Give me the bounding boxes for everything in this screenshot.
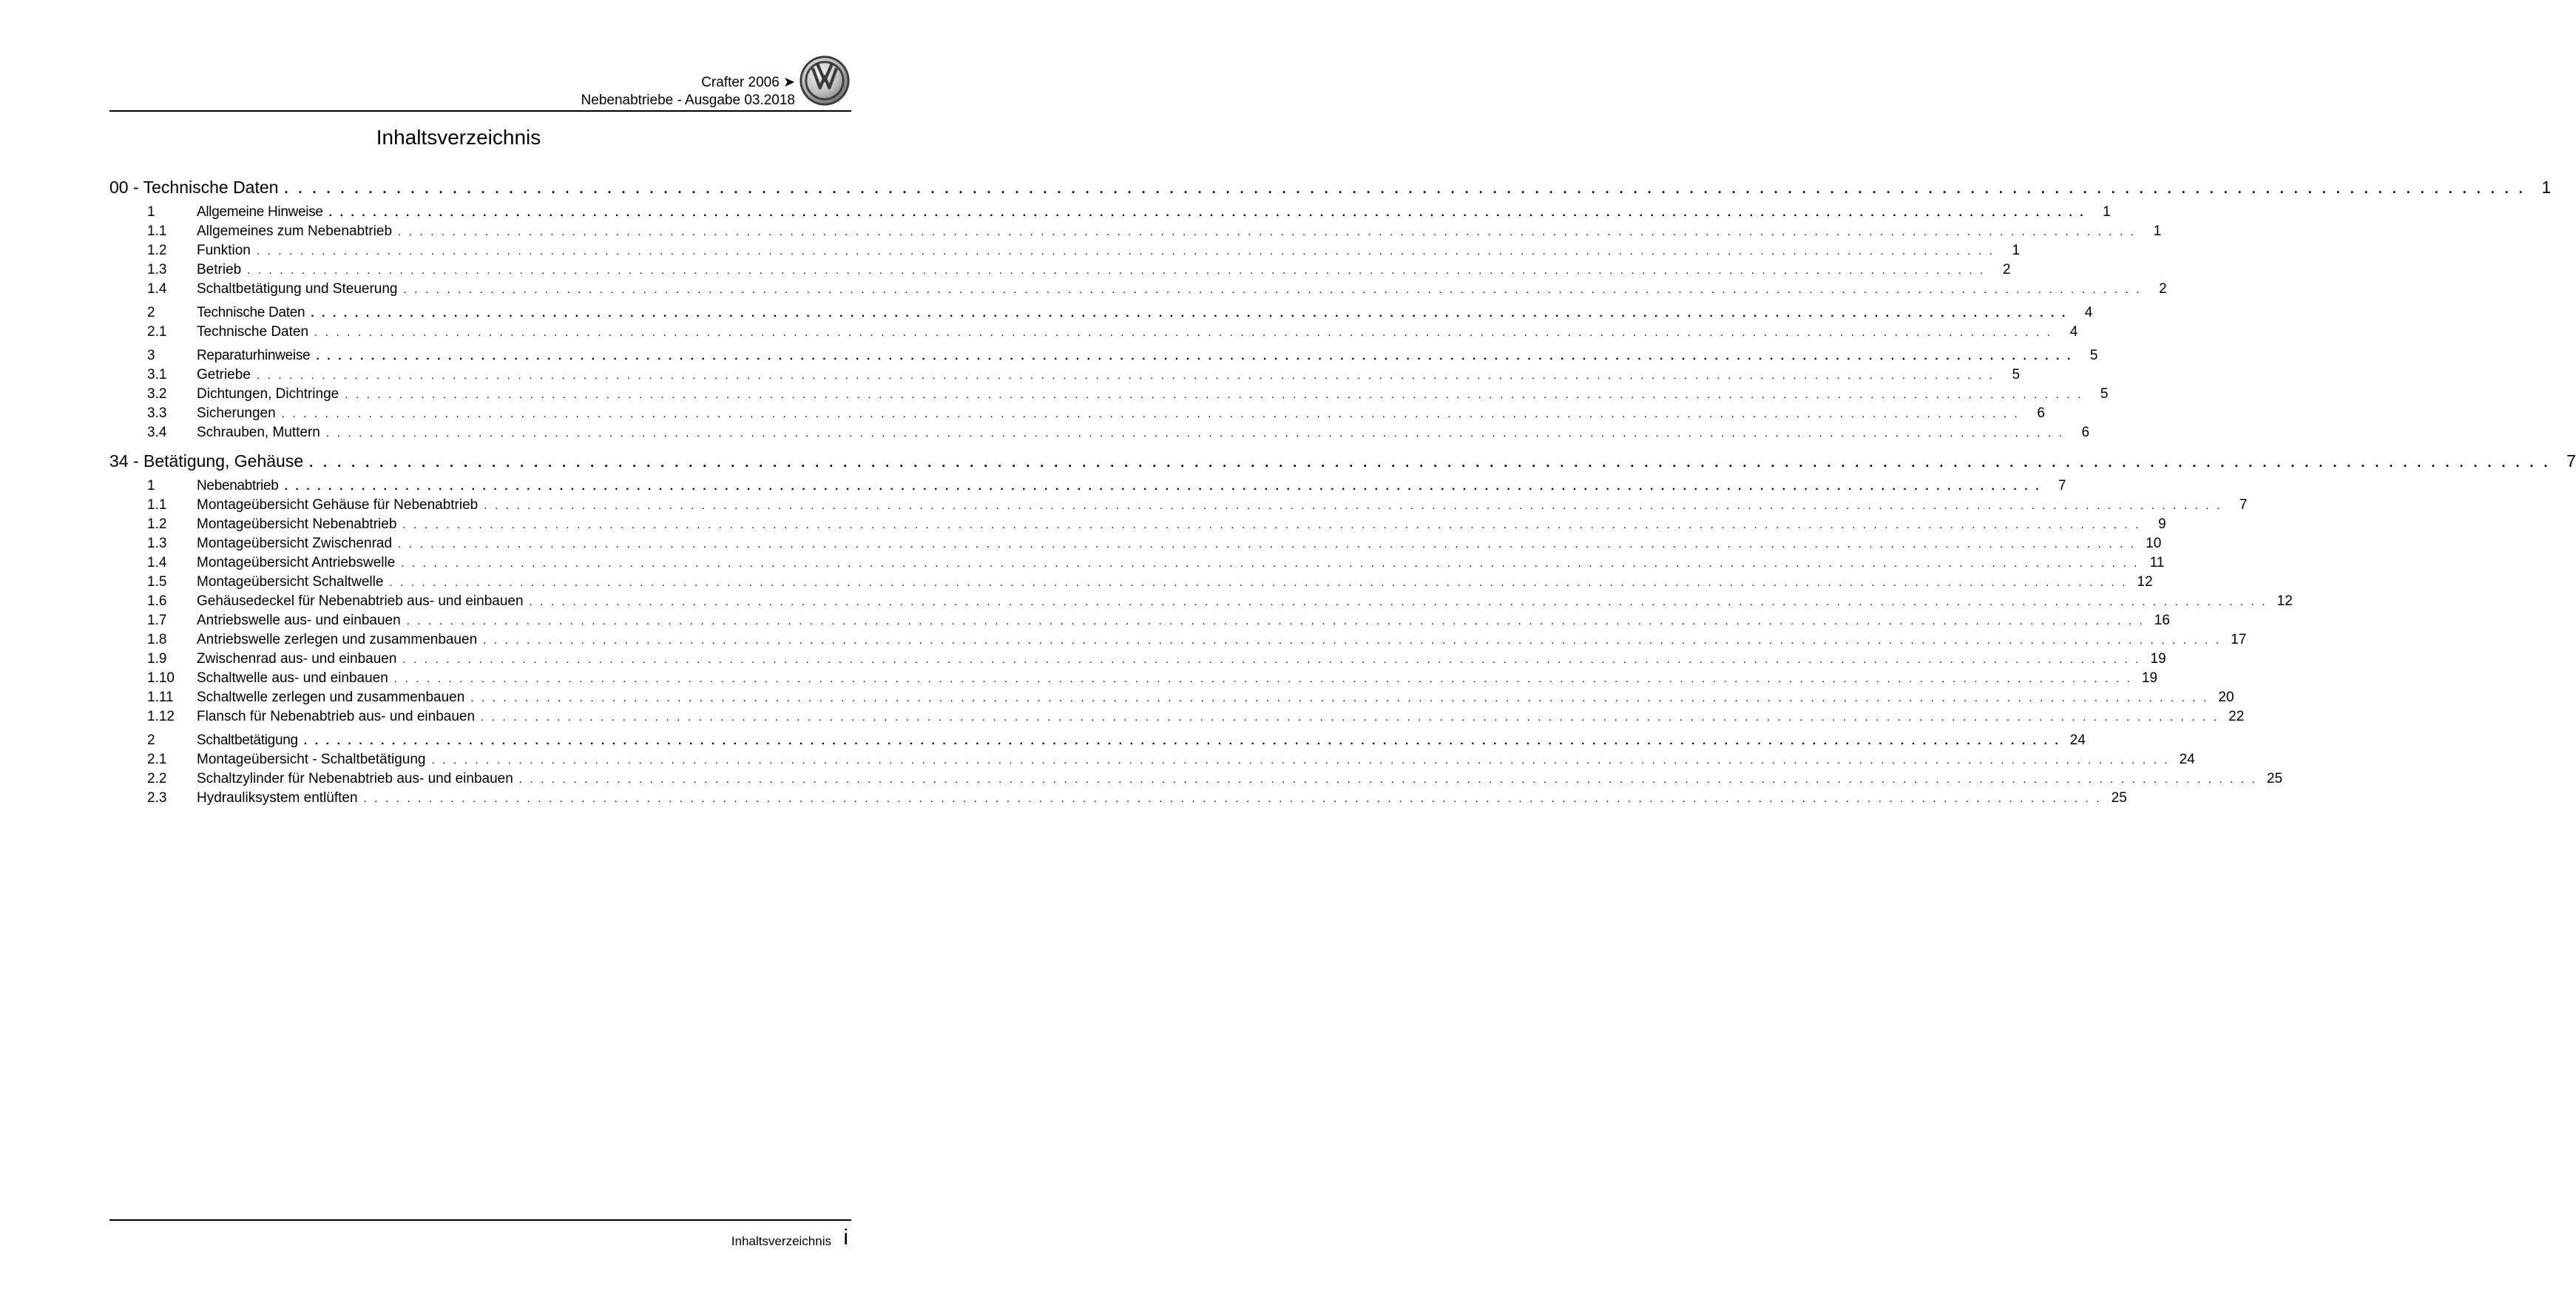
entry-page: 5 (2012, 367, 2021, 383)
entry-title: Schaltzylinder für Nebenabtrieb aus- und einbauen (197, 771, 513, 786)
table-of-contents (109, 178, 2576, 809)
leader-dots: . . . . . . . . . . . . . . . . . . . . . . . . . . . . . . . . . . . . . . . . . . . . . . . . . . . . . . . . . . . . . . . . . . . . . . . . . . . . . . . . . . . . . . . . . . . . . . . . . . . . . . . . . . . . . . . . . . . . . . . . . . . . . . . . . . . . . . . . . . . . . . . . . . . . . . . . . . . . . . . . (281, 408, 2020, 420)
chapter-title: 34 - Betätigung, Gehäuse (109, 451, 304, 471)
leader-dots: . . . . . . . . . . . . . . . . . . . . . . . . . . . . . . . . . . . . . . . . . . . . . . . . . . . . . . . . . . . . . . . . . . . . . . . . . . . . . . . . . . . . . . . . . . . . . . . . . . . . . . . . . . . . . . . . . . . . . . . . . . . . . . . . . . . . . . . . . . . . . . . . . . . . . . . . . . . . . . . . (402, 519, 2141, 531)
leader-dots: . . . . . . . . . . . . . . . . . . . . . . . . . . . . . . . . . . . . . . . . . . . . . . . . . . . . . . . . . . . . . . . . . . . . . . . . . . . . . . . . . . . . . . . . . . . . . . . . . . . . . . . . . . . . . . . . . . . . . . . . . . . . . . . . . . . . . . . . . . . . . . . . . . . . . . . . . . . . . . . . (314, 326, 2053, 339)
leader-dots: . . . . . . . . . . . . . . . . . . . . . . . . . . . . . . . . . . . . . . . . . . . . . . . . . . . . . . . . . . . . . . . . . . . . . . . . . . . . . . . . . . . . . . . . . . . . . . . . . . . . . . . . . . . . . . . . . . . . . . . . . . . . . . . . . . . . . . . . . . . . . . . . . . . . . . . . . . . . . . . . (529, 596, 2268, 608)
entry-page: 24 (2069, 732, 2086, 748)
toc-entry[interactable] (109, 386, 2109, 405)
entry-page: 4 (2084, 305, 2093, 320)
entry-title: Technische Daten (197, 324, 309, 340)
toc-entry[interactable] (109, 262, 2011, 281)
toc-entry[interactable] (109, 790, 2127, 809)
entry-number: 2.2 (147, 771, 167, 786)
entry-number: 1.7 (147, 613, 167, 628)
leader-dots: . . . . . . . . . . . . . . . . . . . . . . . . . . . . . . . . . . . . . . . . . . . . . . . . . . . . . . . . . . . . . . . . . . . . . . . . . . . . . . . . . . . . . . . . . . . . . . . . . . . . . . . . . . . . . . . . . . . . . . . . . . . . . . . . . . . . . . . . . . . . . . . . . . . . . . . . . . . . . . . . (401, 557, 2140, 570)
toc-section[interactable] (109, 305, 2093, 324)
entry-title: Hydrauliksystem entlüften (197, 790, 358, 806)
toc-section[interactable] (109, 348, 2098, 367)
leader-dots: . . . . . . . . . . . . . . . . . . . . . . . . . . . . . . . . . . . . . . . . . . . . . . . . . . . . . . . . . . . . . . . . . . . . . . . . . . . . . . . . . . . . . . . . . . . . . . . . . . . . . . . . . . . . . . . . . . . . . . . . . . . . . . . . . . . . . . . . . . . . . . . . . . . . . . . . . . . . . . . . (284, 181, 2526, 196)
leader-dots: . . . . . . . . . . . . . . . . . . . . . . . . . . . . . . . . . . . . . . . . . . . . . . . . . . . . . . . . . . . . . . . . . . . . . . . . . . . . . . . . . . . . . . . . . . . . . . . . . . . . . . . . . . . . . . . . . . . . . . . . . . . . . . . . . . . . . . . . . . . . . . . . . . . . . . . . . . . . . . . . (402, 653, 2141, 666)
entry-page: 1 (2012, 243, 2021, 258)
header-model: Crafter 2006 ➤ (701, 75, 795, 90)
entry-page: 19 (2141, 670, 2158, 686)
entry-page: 6 (2081, 425, 2090, 440)
leader-dots: . . . . . . . . . . . . . . . . . . . . . . . . . . . . . . . . . . . . . . . . . . . . . . . . . . . . . . . . . . . . . . . . . . . . . . . . . . . . . . . . . . . . . . . . . . . . . . . . . . . . . . . . . . . . . . . . . . . . . . . . . . . . . . . . . . . . . . . . . . . . . . . . . . . . . . . . . . . . . . . . (325, 427, 2065, 439)
entry-page: 17 (2231, 632, 2247, 647)
toc-section[interactable] (109, 732, 2086, 752)
entry-number: 1.6 (147, 593, 167, 609)
entry-page: 25 (2266, 771, 2283, 786)
chapter-title: 00 - Technische Daten (109, 178, 279, 197)
leader-dots: . . . . . . . . . . . . . . . . . . . . . . . . . . . . . . . . . . . . . . . . . . . . . . . . . . . . . . . . . . . . . . . . . . . . . . . . . . . . . . . . . . . . . . . . . . . . . . . . . . . . . . . . . . . . . . . . . . . . . . . . . . . . . . . . . . . . . . . . . . . . . . . . . . . . . . . . . . . . . . . . (316, 350, 2073, 363)
entry-page: 25 (2111, 790, 2127, 806)
entry-title: Schaltbetätigung (197, 732, 298, 748)
entry-page: 22 (2228, 709, 2245, 724)
entry-page: 2 (2159, 281, 2167, 297)
leader-dots: . . . . . . . . . . . . . . . . . . . . . . . . . . . . . . . . . . . . . . . . . . . . . . . . . . . . . . . . . . . . . . . . . . . . . . . . . . . . . . . . . . . . . . . . . . . . . . . . . . . . . . . . . . . . . . . . . . . . . . . . . . . . . . . . . . . . . . . . . . . . . . . . . . . . . . . . . . . . . . . . (303, 735, 2061, 747)
entry-page: 1 (2103, 204, 2111, 220)
entry-title: Montageübersicht - Schaltbetätigung (197, 752, 426, 767)
entry-number: 3.3 (147, 405, 167, 421)
entry-number: 3 (147, 348, 155, 363)
toc-entry[interactable] (109, 690, 2234, 709)
entry-title: Nebenabtrieb (197, 478, 279, 493)
entry-number: 1.8 (147, 632, 167, 647)
entry-number: 2 (147, 305, 155, 320)
footer-rule (109, 1219, 851, 1221)
entry-number: 1.2 (147, 516, 167, 532)
entry-number: 2 (147, 732, 155, 748)
entry-title: Technische Daten (197, 305, 305, 320)
toc-entry[interactable] (109, 367, 2021, 386)
toc-entry[interactable] (109, 223, 2162, 243)
toc-chapter[interactable] (109, 178, 2552, 204)
toc-entry[interactable] (109, 536, 2162, 555)
entry-title: Schaltwelle aus- und einbauen (197, 670, 388, 686)
entry-page: 7 (2239, 497, 2248, 513)
leader-dots: . . . . . . . . . . . . . . . . . . . . . . . . . . . . . . . . . . . . . . . . . . . . . . . . . . . . . . . . . . . . . . . . . . . . . . . . . . . . . . . . . . . . . . . . . . . . . . . . . . . . . . . . . . . . . . . . . . . . . . . . . . . . . . . . . . . . . . . . . . . . . . . . . . . . . . . . . . . . . . . . (309, 455, 2551, 470)
toc-entry[interactable] (109, 613, 2170, 632)
entry-page: 20 (2218, 690, 2234, 705)
entry-page: 19 (2150, 651, 2166, 667)
entry-number: 1.12 (147, 709, 175, 724)
entry-number: 1.1 (147, 223, 167, 239)
entry-title: Allgemeines zum Nebenabtrieb (197, 223, 393, 239)
entry-title: Zwischenrad aus- und einbauen (197, 651, 397, 667)
entry-page: 1 (2153, 223, 2162, 239)
entry-title: Montageübersicht Antriebswelle (197, 555, 396, 570)
entry-page: 12 (2276, 593, 2293, 609)
leader-dots: . . . . . . . . . . . . . . . . . . . . . . . . . . . . . . . . . . . . . . . . . . . . . . . . . . . . . . . . . . . . . . . . . . . . . . . . . . . . . . . . . . . . . . . . . . . . . . . . . . . . . . . . . . . . . . . . . . . . . . . . . . . . . . . . . . . . . . . . . . . . . . . . . . . . . . . . . . . . . . . . (484, 499, 2222, 512)
toc-entry[interactable] (109, 670, 2158, 690)
entry-page: 6 (2037, 405, 2045, 421)
entry-page: 9 (2158, 516, 2166, 532)
leader-dots: . . . . . . . . . . . . . . . . . . . . . . . . . . . . . . . . . . . . . . . . . . . . . . . . . . . . . . . . . . . . . . . . . . . . . . . . . . . . . . . . . . . . . . . . . . . . . . . . . . . . . . . . . . . . . . . . . . . . . . . . . . . . . . . . . . . . . . . . . . . . . . . . . . . . . . . . . . . . . . . . (256, 369, 1995, 382)
toc-entry[interactable] (109, 324, 2078, 343)
toc-chapter[interactable] (109, 451, 2576, 478)
entry-page: 2 (2002, 262, 2011, 277)
entry-number: 1.3 (147, 262, 167, 277)
toc-entry[interactable] (109, 243, 2021, 262)
toc-entry[interactable] (109, 574, 2153, 593)
entry-number: 1.5 (147, 574, 167, 590)
leader-dots: . . . . . . . . . . . . . . . . . . . . . . . . . . . . . . . . . . . . . . . . . . . . . . . . . . . . . . . . . . . . . . . . . . . . . . . . . . . . . . . . . . . . . . . . . . . . . . . . . . . . . . . . . . . . . . . . . . . . . . . . . . . . . . . . . . . . . . . . . . . . . . . . . . . . . . . . . . . . . . . . (256, 245, 1995, 257)
entry-number: 1.4 (147, 555, 167, 570)
toc-entry[interactable] (109, 555, 2165, 574)
entry-page: 16 (2154, 613, 2170, 628)
entry-title: Montageübersicht Gehäuse für Nebenabtrieb (197, 497, 479, 513)
entry-number: 1.11 (147, 690, 174, 705)
toc-entry[interactable] (109, 497, 2248, 516)
entry-title: Gehäusedeckel für Nebenabtrieb aus- und einbauen (197, 593, 524, 609)
leader-dots: . . . . . . . . . . . . . . . . . . . . . . . . . . . . . . . . . . . . . . . . . . . . . . . . . . . . . . . . . . . . . . . . . . . . . . . . . . . . . . . . . . . . . . . . . . . . . . . . . . . . . . . . . . . . . . . . . . . . . . . . . . . . . . . . . . . . . . . . . . . . . . . . . . . . . . . . . . . . . . . . (470, 692, 2209, 704)
leader-dots: . . . . . . . . . . . . . . . . . . . . . . . . . . . . . . . . . . . . . . . . . . . . . . . . . . . . . . . . . . . . . . . . . . . . . . . . . . . . . . . . . . . . . . . . . . . . . . . . . . . . . . . . . . . . . . . . . . . . . . . . . . . . . . . . . . . . . . . . . . . . . . . . . . . . . . . . . . . . . . . . (345, 388, 2083, 401)
entry-title: Montageübersicht Nebenabtrieb (197, 516, 397, 532)
vw-logo-icon (799, 55, 851, 107)
entry-title: Reparaturhinweise (197, 348, 311, 363)
toc-entry[interactable] (109, 771, 2283, 790)
toc-entry[interactable] (109, 425, 2090, 444)
entry-title: Montageübersicht Zwischenrad (197, 536, 393, 551)
toc-entry[interactable] (109, 632, 2247, 651)
leader-dots: . . . . . . . . . . . . . . . . . . . . . . . . . . . . . . . . . . . . . . . . . . . . . . . . . . . . . . . . . . . . . . . . . . . . . . . . . . . . . . . . . . . . . . . . . . . . . . . . . . . . . . . . . . . . . . . . . . . . . . . . . . . . . . . . . . . . . . . . . . . . . . . . . . . . . . . . . . . . . . . . (328, 206, 2086, 219)
entry-number: 3.4 (147, 425, 167, 440)
entry-page: 5 (2089, 348, 2098, 363)
page-header (581, 74, 795, 110)
chapter-page: 1 (2541, 178, 2552, 197)
entry-number: 1 (147, 478, 155, 493)
footer-page-number: i (843, 1225, 848, 1250)
entry-page: 12 (2137, 574, 2153, 590)
entry-title: Funktion (197, 243, 251, 258)
toc-entry[interactable] (109, 593, 2293, 613)
entry-page: 11 (2149, 555, 2165, 570)
entry-number: 3.2 (147, 386, 167, 402)
toc-entry[interactable] (109, 516, 2166, 536)
leader-dots: . . . . . . . . . . . . . . . . . . . . . . . . . . . . . . . . . . . . . . . . . . . . . . . . . . . . . . . . . . . . . . . . . . . . . . . . . . . . . . . . . . . . . . . . . . . . . . . . . . . . . . . . . . . . . . . . . . . . . . . . . . . . . . . . . . . . . . . . . . . . . . . . . . . . . . . . . . . . . . . . (311, 307, 2068, 320)
chapter-gap (109, 444, 851, 451)
entry-number: 1.4 (147, 281, 167, 297)
header-edition: Nebenabtriebe - Ausgabe 03.2018 (581, 92, 795, 108)
page-title: Inhaltsverzeichnis (376, 126, 541, 149)
entry-number: 1.2 (147, 243, 167, 258)
leader-dots: . . . . . . . . . . . . . . . . . . . . . . . . . . . . . . . . . . . . . . . . . . . . . . . . . . . . . . . . . . . . . . . . . . . . . . . . . . . . . . . . . . . . . . . . . . . . . . . . . . . . . . . . . . . . . . . . . . . . . . . . . . . . . . . . . . . . . . . . . . . . . . . . . . . . . . . . . . . . . . . . (403, 283, 2142, 296)
toc-entry[interactable] (109, 752, 2195, 771)
toc-entry[interactable] (109, 405, 2045, 425)
leader-dots: . . . . . . . . . . . . . . . . . . . . . . . . . . . . . . . . . . . . . . . . . . . . . . . . . . . . . . . . . . . . . . . . . . . . . . . . . . . . . . . . . . . . . . . . . . . . . . . . . . . . . . . . . . . . . . . . . . . . . . . . . . . . . . . . . . . . . . . . . . . . . . . . . . . . . . . . . . . . . . . . (406, 615, 2145, 627)
toc-section[interactable] (109, 204, 2111, 223)
entry-title: Flansch für Nebenabtrieb aus- und einbauen (197, 709, 476, 724)
leader-dots: . . . . . . . . . . . . . . . . . . . . . . . . . . . . . . . . . . . . . . . . . . . . . . . . . . . . . . . . . . . . . . . . . . . . . . . . . . . . . . . . . . . . . . . . . . . . . . . . . . . . . . . . . . . . . . . . . . . . . . . . . . . . . . . . . . . . . . . . . . . . . . . . . . . . . . . . . . . . . . . . (483, 634, 2222, 647)
entry-number: 1.1 (147, 497, 167, 513)
header-rule (109, 110, 851, 112)
entry-number: 2.1 (147, 324, 167, 340)
toc-entry[interactable] (109, 651, 2166, 670)
entry-number: 1.9 (147, 651, 167, 667)
entry-title: Antriebswelle aus- und einbauen (197, 613, 401, 628)
entry-number: 2.3 (147, 790, 167, 806)
leader-dots: . . . . . . . . . . . . . . . . . . . . . . . . . . . . . . . . . . . . . . . . . . . . . . . . . . . . . . . . . . . . . . . . . . . . . . . . . . . . . . . . . . . . . . . . . . . . . . . . . . . . . . . . . . . . . . . . . . . . . . . . . . . . . . . . . . . . . . . . . . . . . . . . . . . . . . . . . . . . . . . . (398, 538, 2137, 550)
entry-page: 4 (2069, 324, 2078, 340)
entry-page: 7 (2058, 478, 2066, 493)
toc-entry[interactable] (109, 709, 2245, 728)
leader-dots: . . . . . . . . . . . . . . . . . . . . . . . . . . . . . . . . . . . . . . . . . . . . . . . . . . . . . . . . . . . . . . . . . . . . . . . . . . . . . . . . . . . . . . . . . . . . . . . . . . . . . . . . . . . . . . . . . . . . . . . . . . . . . . . . . . . . . . . . . . . . . . . . . . . . . . . . . . . . . . . . (363, 792, 2102, 805)
entry-title: Allgemeine Hinweise (197, 204, 323, 220)
toc-entry[interactable] (109, 281, 2167, 300)
leader-dots: . . . . . . . . . . . . . . . . . . . . . . . . . . . . . . . . . . . . . . . . . . . . . . . . . . . . . . . . . . . . . . . . . . . . . . . . . . . . . . . . . . . . . . . . . . . . . . . . . . . . . . . . . . . . . . . . . . . . . . . . . . . . . . . . . . . . . . . . . . . . . . . . . . . . . . . . . . . . . . . . (284, 480, 2041, 493)
entry-number: 1 (147, 204, 155, 220)
entry-title: Schaltwelle zerlegen und zusammenbauen (197, 690, 465, 705)
leader-dots: . . . . . . . . . . . . . . . . . . . . . . . . . . . . . . . . . . . . . . . . . . . . . . . . . . . . . . . . . . . . . . . . . . . . . . . . . . . . . . . . . . . . . . . . . . . . . . . . . . . . . . . . . . . . . . . . . . . . . . . . . . . . . . . . . . . . . . . . . . . . . . . . . . . . . . . . . . . . . . . . (247, 264, 1986, 277)
entry-number: 2.1 (147, 752, 167, 767)
entry-title: Dichtungen, Dichtringe (197, 386, 339, 402)
leader-dots: . . . . . . . . . . . . . . . . . . . . . . . . . . . . . . . . . . . . . . . . . . . . . . . . . . . . . . . . . . . . . . . . . . . . . . . . . . . . . . . . . . . . . . . . . . . . . . . . . . . . . . . . . . . . . . . . . . . . . . . . . . . . . . . . . . . . . . . . . . . . . . . . . . . . . . . . . . . . . . . . (389, 576, 2128, 589)
entry-title: Betrieb (197, 262, 242, 277)
entry-title: Schrauben, Muttern (197, 425, 320, 440)
entry-page: 24 (2179, 752, 2195, 767)
entry-title: Sicherungen (197, 405, 276, 421)
leader-dots: . . . . . . . . . . . . . . . . . . . . . . . . . . . . . . . . . . . . . . . . . . . . . . . . . . . . . . . . . . . . . . . . . . . . . . . . . . . . . . . . . . . . . . . . . . . . . . . . . . . . . . . . . . . . . . . . . . . . . . . . . . . . . . . . . . . . . . . . . . . . . . . . . . . . . . . . . . . . . . . . (393, 673, 2133, 685)
toc-section[interactable] (109, 478, 2066, 497)
entry-title: Schaltbetätigung und Steuerung (197, 281, 398, 297)
entry-page: 10 (2146, 536, 2162, 551)
entry-page: 5 (2100, 386, 2109, 402)
footer-label: Inhaltsverzeichnis (731, 1234, 831, 1248)
entry-number: 3.1 (147, 367, 167, 383)
entry-title: Antriebswelle zerlegen und zusammenbauen (197, 632, 478, 647)
chapter-page: 7 (2566, 451, 2576, 471)
entry-title: Getriebe (197, 367, 251, 383)
leader-dots: . . . . . . . . . . . . . . . . . . . . . . . . . . . . . . . . . . . . . . . . . . . . . . . . . . . . . . . . . . . . . . . . . . . . . . . . . . . . . . . . . . . . . . . . . . . . . . . . . . . . . . . . . . . . . . . . . . . . . . . . . . . . . . . . . . . . . . . . . . . . . . . . . . . . . . . . . . . . . . . . (398, 226, 2137, 238)
entry-title: Montageübersicht Schaltwelle (197, 574, 384, 590)
entry-number: 1.3 (147, 536, 167, 551)
leader-dots: . . . . . . . . . . . . . . . . . . . . . . . . . . . . . . . . . . . . . . . . . . . . . . . . . . . . . . . . . . . . . . . . . . . . . . . . . . . . . . . . . . . . . . . . . . . . . . . . . . . . . . . . . . . . . . . . . . . . . . . . . . . . . . . . . . . . . . . . . . . . . . . . . . . . . . . . . . . . . . . . (431, 754, 2170, 767)
leader-dots: . . . . . . . . . . . . . . . . . . . . . . . . . . . . . . . . . . . . . . . . . . . . . . . . . . . . . . . . . . . . . . . . . . . . . . . . . . . . . . . . . . . . . . . . . . . . . . . . . . . . . . . . . . . . . . . . . . . . . . . . . . . . . . . . . . . . . . . . . . . . . . . . . . . . . . . . . . . . . . . . (481, 711, 2220, 724)
leader-dots: . . . . . . . . . . . . . . . . . . . . . . . . . . . . . . . . . . . . . . . . . . . . . . . . . . . . . . . . . . . . . . . . . . . . . . . . . . . . . . . . . . . . . . . . . . . . . . . . . . . . . . . . . . . . . . . . . . . . . . . . . . . . . . . . . . . . . . . . . . . . . . . . . . . . . . . . . . . . . . . . (518, 773, 2258, 786)
entry-number: 1.10 (147, 670, 175, 686)
